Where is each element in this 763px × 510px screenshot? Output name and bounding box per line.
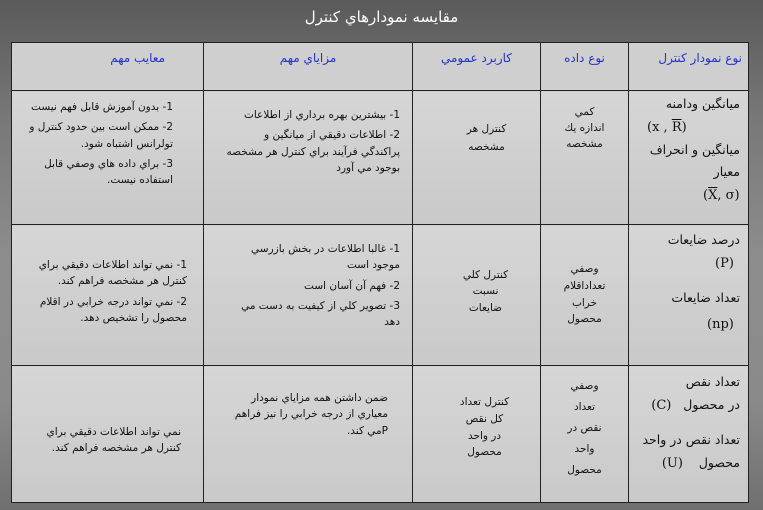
advantages-cell xyxy=(204,225,413,366)
advantage-item: 2- فهم آن آسان است xyxy=(304,279,400,292)
data-type-line: نقص در xyxy=(567,422,602,434)
disadvantage-item: 3- براي داده هاي وصفي قابل استفاده نيست. xyxy=(44,157,173,187)
data-type-cell xyxy=(541,91,629,225)
chart-type-text: محصول xyxy=(698,455,740,471)
general-use-cell xyxy=(413,225,541,366)
general-use-line: نسبت xyxy=(472,285,499,298)
chart-type-line: درصد ضايعات xyxy=(667,232,740,247)
data-type-line: خراب xyxy=(571,296,598,309)
general-use-cell xyxy=(413,91,541,225)
chart-type-line: معيار xyxy=(713,164,740,180)
chart-type-line: ميانگين ودامنه xyxy=(665,96,740,111)
data-type-line: کمي xyxy=(574,106,595,118)
advantage-item: 3- تصوير کلي از کيفيت به دست مي دهد xyxy=(241,299,400,329)
data-type-line: اندازه يك xyxy=(564,121,605,134)
table-row xyxy=(12,366,749,503)
advantages-cell xyxy=(204,366,413,503)
data-type-line: واحد xyxy=(574,443,595,455)
data-type-cell xyxy=(541,366,629,503)
data-type-cell xyxy=(541,225,629,366)
chart-type-line xyxy=(635,451,740,476)
disadvantage-item: 1- بدون آموزش قابل فهم نيست xyxy=(31,101,173,113)
advantage-item: ضمن داشتن همه مزاياي نمودار معياري از درجه خرابي را نيز فراهم Pمي کند. xyxy=(234,392,388,437)
page-title: مقايسه نمودارهاي کنترل xyxy=(304,8,459,26)
advantage-item: 1- بيشترين بهره برداري از اطلاعات xyxy=(243,109,400,121)
general-use-line: کنترل هر xyxy=(466,123,507,135)
header-advantages: مزاياي مهم xyxy=(204,43,413,91)
chart-type-text: در محصول xyxy=(683,397,740,413)
disadvantage-item: 2- ممکن است بين حدود کنترل و تولرانس اشتباه شود. xyxy=(29,121,173,150)
chart-formula: ($\overline{X}$, σ) xyxy=(703,187,740,203)
general-use-cell xyxy=(413,366,541,503)
header-data-type: نوع داده xyxy=(541,43,629,91)
disadvantages-cell xyxy=(12,366,204,503)
chart-formula: (P) xyxy=(715,255,734,271)
general-use-line: در واحد xyxy=(467,429,502,442)
advantage-item: 2- اطلاعات دقيقي از ميانگين و پراکندگي فرآيند براي کنترل هر مشخصه بوجود مي آورد xyxy=(226,129,400,174)
data-type-line: مشخصه xyxy=(566,137,603,150)
chart-type-cell xyxy=(629,366,749,503)
disadvantages-cell xyxy=(12,225,204,366)
header-general-use: کاربرد عمومي xyxy=(413,43,541,91)
chart-type-cell xyxy=(629,91,749,225)
disadvantage-item: نمي تواند اطلاعات دقيقي براي کنترل هر مشخصه فراهم کند. xyxy=(46,426,181,455)
chart-type-line: تعداد نقص در واحد xyxy=(642,432,740,448)
comparison-table xyxy=(11,42,749,503)
chart-type-line: تعداد ضايعات xyxy=(671,289,740,305)
chart-type-line: تعداد نقص xyxy=(685,374,740,389)
disadvantage-item: 2- نمي تواند درجه خرابي در اقلام محصول را تشخيص دهد. xyxy=(39,295,187,324)
table-row xyxy=(12,225,749,366)
table-header-row xyxy=(12,43,749,91)
general-use-line: مشخصه xyxy=(468,140,505,153)
data-type-line: وصفي xyxy=(570,263,599,275)
chart-type-cell xyxy=(629,225,749,366)
general-use-line: محصول xyxy=(467,446,502,459)
chart-type-line xyxy=(635,393,740,418)
general-use-line: کنترل تعداد xyxy=(459,396,510,408)
advantages-cell xyxy=(204,91,413,225)
header-disadvantages: معايب مهم xyxy=(12,43,204,91)
disadvantage-item: 1- نمي تواند اطلاعات دقيقي براي کنترل هر مشخصه فراهم کند. xyxy=(38,259,187,288)
data-type-line: محصول xyxy=(567,313,602,326)
chart-formula: (np) xyxy=(707,317,734,333)
general-use-line: کنترل کلي xyxy=(462,269,509,281)
data-type-line: وصفي xyxy=(570,380,599,392)
chart-formula: (U) xyxy=(661,456,683,472)
general-use-line: کل نقص xyxy=(465,412,504,425)
data-type-line: تعداداقلام xyxy=(563,279,606,292)
advantage-item: 1- غالبا اطلاعات در بخش بازرسي موجود است xyxy=(251,243,400,272)
table-row xyxy=(12,91,749,225)
data-type-line: محصول xyxy=(567,464,602,476)
disadvantages-cell xyxy=(12,91,204,225)
chart-formula: (C) xyxy=(651,398,672,414)
chart-formula: (x , $\overline{R}$) xyxy=(647,119,687,135)
chart-type-line: ميانگين و انحراف xyxy=(649,141,740,157)
header-chart-type: نوع نمودار کنترل xyxy=(629,43,749,91)
data-type-line: تعداد xyxy=(573,401,596,413)
general-use-line: ضايعات xyxy=(468,301,503,314)
